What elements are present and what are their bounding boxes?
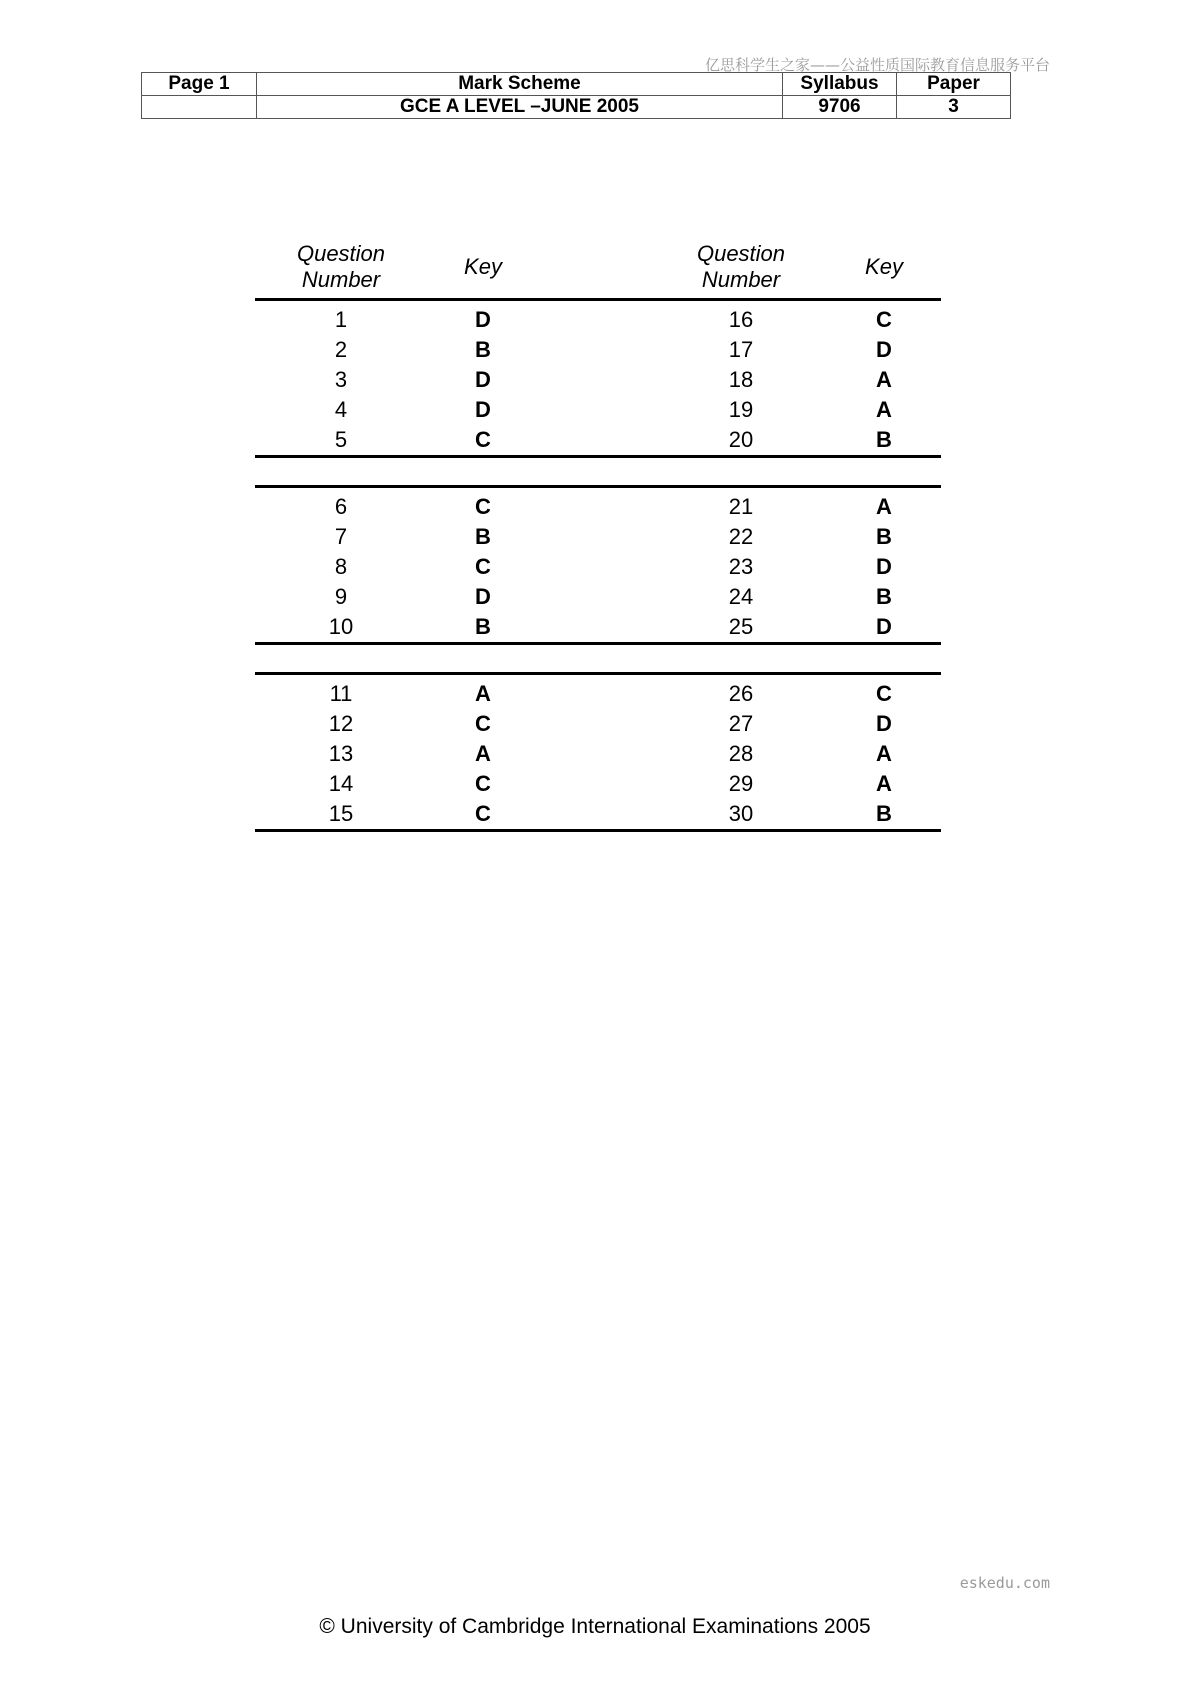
question-number: 3 <box>334 367 348 392</box>
question-number: 15 <box>328 801 354 826</box>
answer-key: C <box>475 771 491 796</box>
answer-key: D <box>876 711 892 736</box>
question-number-heading: Question Number <box>296 241 386 292</box>
paper-value: 3 <box>897 96 1011 119</box>
answer-key: B <box>876 801 892 826</box>
answer-key: A <box>876 494 892 519</box>
answer-key: C <box>475 554 491 579</box>
page-number: Page 1 <box>142 73 257 96</box>
column-gap <box>539 305 655 335</box>
watermark-bottom: eskedu.com <box>959 1574 1050 1592</box>
answer-key: C <box>475 427 491 452</box>
header-empty-cell <box>142 96 257 119</box>
question-number: 13 <box>328 741 354 766</box>
question-number: 5 <box>334 427 348 452</box>
answer-key: D <box>475 367 491 392</box>
table-row <box>255 335 941 365</box>
question-number: 4 <box>334 397 348 422</box>
table-row <box>255 769 941 799</box>
answer-key: A <box>876 741 892 766</box>
answer-key: A <box>876 367 892 392</box>
question-number: 16 <box>728 307 754 332</box>
question-number: 10 <box>328 614 354 639</box>
table-row <box>255 395 941 425</box>
answer-key: D <box>876 614 892 639</box>
question-number: 26 <box>728 681 754 706</box>
table-row <box>255 492 941 522</box>
question-number: 28 <box>728 741 754 766</box>
table-row <box>255 522 941 552</box>
copyright-footer: © University of Cambridge International Examinations 2005 <box>319 1615 871 1638</box>
question-number: 23 <box>728 554 754 579</box>
answer-key: B <box>475 337 491 362</box>
question-number: 1 <box>334 307 348 332</box>
doc-title: Mark Scheme <box>257 73 783 96</box>
column-gap <box>539 395 655 425</box>
question-number: 24 <box>728 584 754 609</box>
key-heading: Key <box>865 254 903 279</box>
answer-key: C <box>876 307 892 332</box>
table-row <box>255 739 941 769</box>
question-number-heading: Question Number <box>696 241 786 292</box>
key-heading: Key <box>464 254 502 279</box>
answer-key: B <box>475 614 491 639</box>
table-row <box>255 799 941 829</box>
paper-label: Paper <box>897 73 1011 96</box>
answer-key: C <box>876 681 892 706</box>
question-number: 18 <box>728 367 754 392</box>
syllabus-value: 9706 <box>783 96 897 119</box>
answer-key: C <box>475 801 491 826</box>
table-row <box>255 425 941 455</box>
column-gap <box>539 679 655 709</box>
answer-key: D <box>475 584 491 609</box>
table-row <box>255 305 941 335</box>
question-number: 21 <box>728 494 754 519</box>
question-number: 27 <box>728 711 754 736</box>
question-number: 11 <box>329 681 353 706</box>
question-number: 17 <box>728 337 754 362</box>
question-number: 7 <box>334 524 348 549</box>
answer-key: D <box>475 307 491 332</box>
answer-key: D <box>876 337 892 362</box>
question-number: 20 <box>728 427 754 452</box>
watermark-top: 亿思科学生之家——公益性质国际教育信息服务平台 <box>704 56 1050 74</box>
table-row <box>255 365 941 395</box>
column-gap <box>539 769 655 799</box>
question-number: 9 <box>334 584 348 609</box>
answer-group <box>255 485 941 645</box>
column-gap <box>539 582 655 612</box>
table-row <box>255 582 941 612</box>
answer-key-table <box>255 236 941 832</box>
answer-key: B <box>876 427 892 452</box>
answer-key: A <box>876 397 892 422</box>
table-row <box>255 612 941 642</box>
answer-key: A <box>475 741 491 766</box>
answer-key: C <box>475 711 491 736</box>
table-row <box>255 709 941 739</box>
answer-key-header <box>255 236 941 301</box>
question-number: 2 <box>334 337 348 362</box>
question-number: 14 <box>328 771 354 796</box>
table-row <box>255 552 941 582</box>
column-gap <box>539 425 655 455</box>
answer-key: A <box>475 681 491 706</box>
question-number: 30 <box>728 801 754 826</box>
question-number: 12 <box>328 711 354 736</box>
question-number: 6 <box>334 494 348 519</box>
answer-key: B <box>876 584 892 609</box>
answer-key: C <box>475 494 491 519</box>
column-gap <box>539 709 655 739</box>
question-number: 19 <box>728 397 754 422</box>
column-gap <box>539 739 655 769</box>
column-gap <box>539 335 655 365</box>
doc-subtitle: GCE A LEVEL –JUNE 2005 <box>257 96 783 119</box>
answer-group <box>255 672 941 832</box>
column-gap <box>539 799 655 829</box>
table-row <box>255 679 941 709</box>
column-gap <box>539 552 655 582</box>
answer-key: A <box>876 771 892 796</box>
answer-group <box>255 305 941 458</box>
column-gap <box>539 365 655 395</box>
question-number: 8 <box>334 554 348 579</box>
column-gap <box>539 492 655 522</box>
question-number: 22 <box>728 524 754 549</box>
question-number: 29 <box>728 771 754 796</box>
question-number: 25 <box>728 614 754 639</box>
column-gap <box>539 522 655 552</box>
answer-key: D <box>876 554 892 579</box>
header-table <box>141 72 1011 119</box>
answer-key: B <box>475 524 491 549</box>
answer-key-body <box>255 305 941 832</box>
answer-key: D <box>475 397 491 422</box>
answer-key: B <box>876 524 892 549</box>
syllabus-label: Syllabus <box>783 73 897 96</box>
column-gap <box>539 612 655 642</box>
